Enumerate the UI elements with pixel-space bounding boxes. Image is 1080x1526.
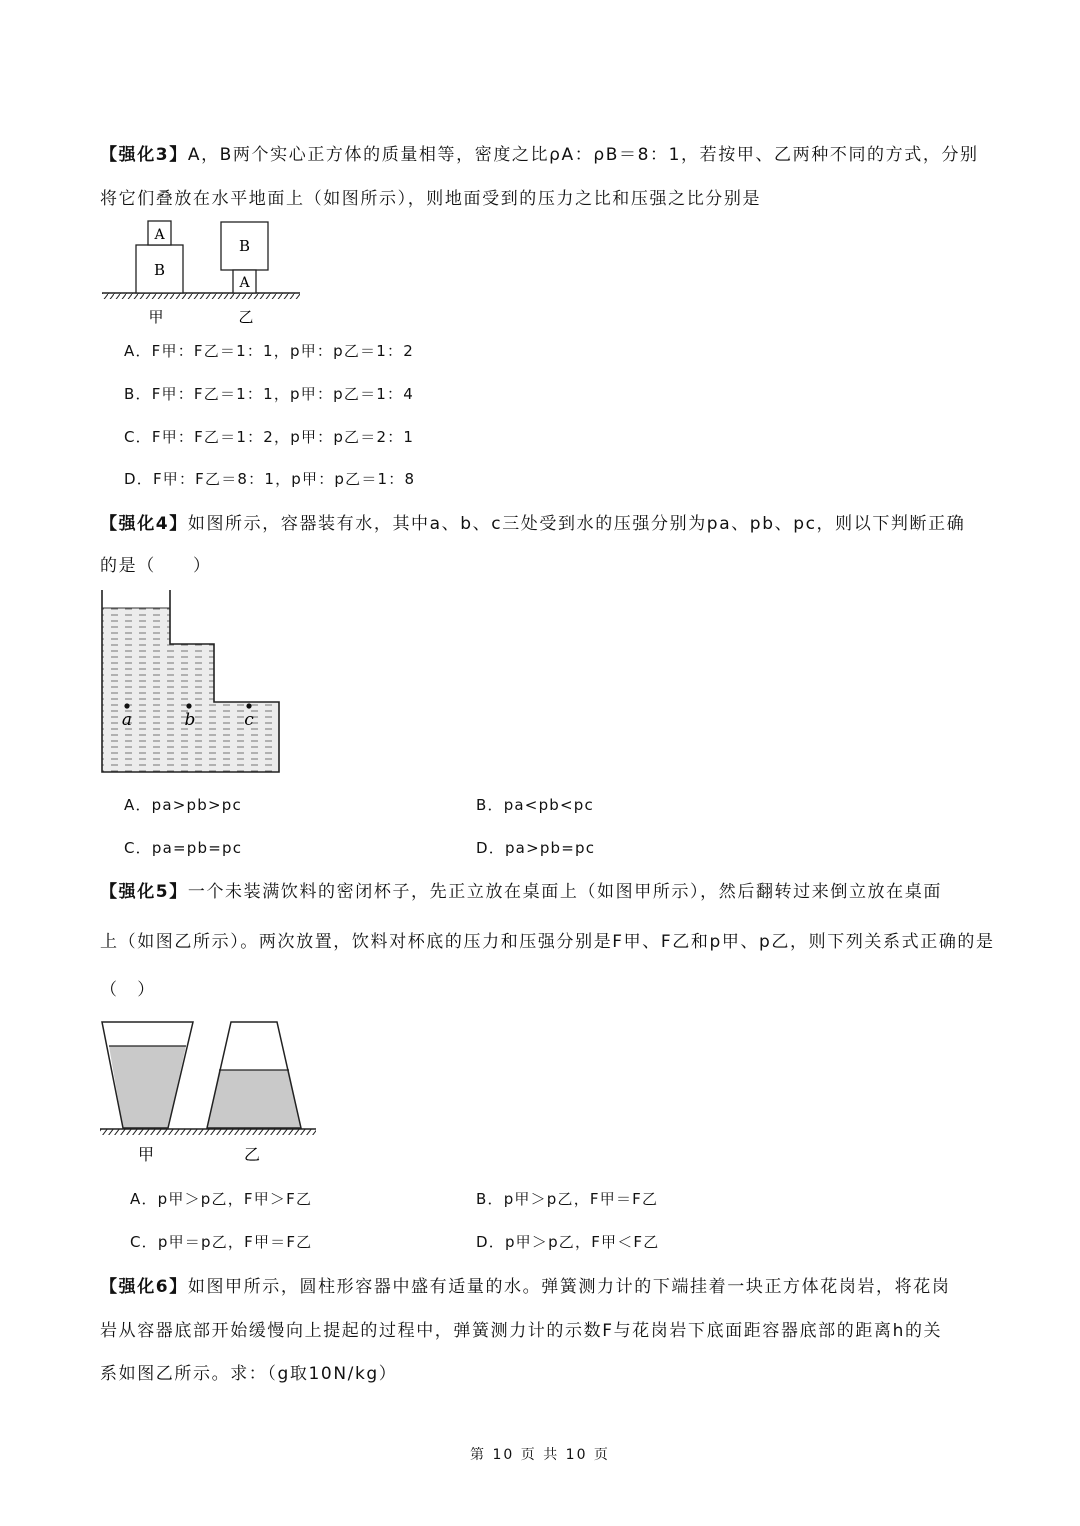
q5-caption-yi: 乙 — [243, 1145, 261, 1164]
q5-option-c: C．p甲＝p乙，F甲＝F乙 — [130, 1233, 313, 1251]
q3-option-a: A．F甲：F乙＝1：1，p甲：p乙＝1：2 — [124, 342, 414, 360]
q3-line1 — [100, 140, 979, 165]
q4-option-c: C．pa=pb=pc — [124, 839, 243, 857]
q5-option-b: B．p甲＞p乙，F甲＝F乙 — [476, 1190, 659, 1208]
q5-cups-figure — [96, 1016, 320, 1166]
q4-point-a-label: a — [121, 710, 133, 730]
q5-yi-liquid — [207, 1070, 301, 1128]
q4-text-1: 如图所示，容器装有水，其中a、b、c三处受到水的压强分别为pa、pb、pc，则以下判断正确 — [187, 514, 966, 534]
q4-option-b: B．pa<pb<pc — [476, 796, 594, 814]
q4-point-b-dot — [186, 703, 191, 708]
q3-caption-yi: 乙 — [238, 308, 254, 326]
q3-yi-text-a: A — [239, 275, 250, 291]
q5-line3: （ ） — [100, 980, 156, 1000]
q5-option-d: D．p甲＞p乙，F甲＜F乙 — [476, 1233, 660, 1251]
q3-label: 【强化3】 — [100, 145, 188, 165]
q5-line2: 上（如图乙所示）。两次放置，饮料对杯底的压力和压强分别是F甲、F乙和p甲、p乙，则下列关系式正确的是 — [100, 932, 995, 952]
q4-water — [102, 608, 279, 772]
q6-line2: 岩从容器底部开始缓慢向上提起的过程中，弹簧测力计的示数F与花岗岩下底面距容器底部的距离h的关 — [100, 1321, 943, 1341]
q3-caption-jia: 甲 — [148, 308, 164, 326]
q5-line1 — [100, 877, 942, 902]
q3-jia-text-a: A — [154, 227, 165, 243]
q4-point-c-label: c — [244, 710, 254, 730]
q6-line3: 系如图乙所示。求：（g取10N/kg） — [100, 1364, 398, 1384]
q5-caption-jia: 甲 — [137, 1145, 155, 1164]
q4-point-a-dot — [124, 703, 129, 708]
q6-text-1: 如图甲所示，圆柱形容器中盛有适量的水。弹簧测力计的下端挂着一块正方体花岗岩，将花岗 — [187, 1277, 951, 1297]
q6-label: 【强化6】 — [100, 1277, 188, 1297]
q4-label: 【强化4】 — [100, 514, 188, 534]
q3-figure — [96, 214, 306, 330]
q3-ground-hatch — [102, 293, 300, 299]
q3-option-d: D．F甲：F乙＝8：1，p甲：p乙＝1：8 — [124, 470, 416, 488]
q3-yi-text-b: B — [238, 237, 251, 255]
q5-ground-hatch — [100, 1129, 316, 1135]
q4-line2: 的是（ ） — [100, 556, 212, 576]
q3-option-b: B．F甲：F乙＝1：1，p甲：p乙＝1：4 — [124, 385, 414, 403]
q5-text-1: 一个未装满饮料的密闭杯子，先正立放在桌面上（如图甲所示），然后翻转过来倒立放在桌面 — [187, 882, 942, 902]
page-footer: 第 10 页 共 10 页 — [470, 1447, 610, 1463]
q4-container-figure — [96, 588, 286, 778]
q4-line1 — [100, 509, 965, 534]
q3-line2: 将它们叠放在水平地面上（如图所示），则地面受到的压力之比和压强之比分别是 — [100, 189, 762, 209]
q5-option-a: A．p甲＞p乙，F甲＞F乙 — [130, 1190, 313, 1208]
q4-option-d: D．pa>pb=pc — [476, 839, 596, 857]
q5-label: 【强化5】 — [100, 882, 188, 902]
q4-point-b-label: b — [184, 710, 196, 730]
q3-option-c: C．F甲：F乙＝1：2，p甲：p乙＝2：1 — [124, 428, 415, 446]
q4-point-c-dot — [246, 703, 251, 708]
q3-jia-text-b: B — [153, 261, 166, 279]
q6-line1 — [100, 1272, 950, 1297]
q4-option-a: A．pa>pb>pc — [124, 796, 242, 814]
q3-text-1: A，B两个实心正方体的质量相等，密度之比ρA：ρB＝8：1，若按甲、乙两种不同的方式，分别 — [187, 145, 979, 165]
